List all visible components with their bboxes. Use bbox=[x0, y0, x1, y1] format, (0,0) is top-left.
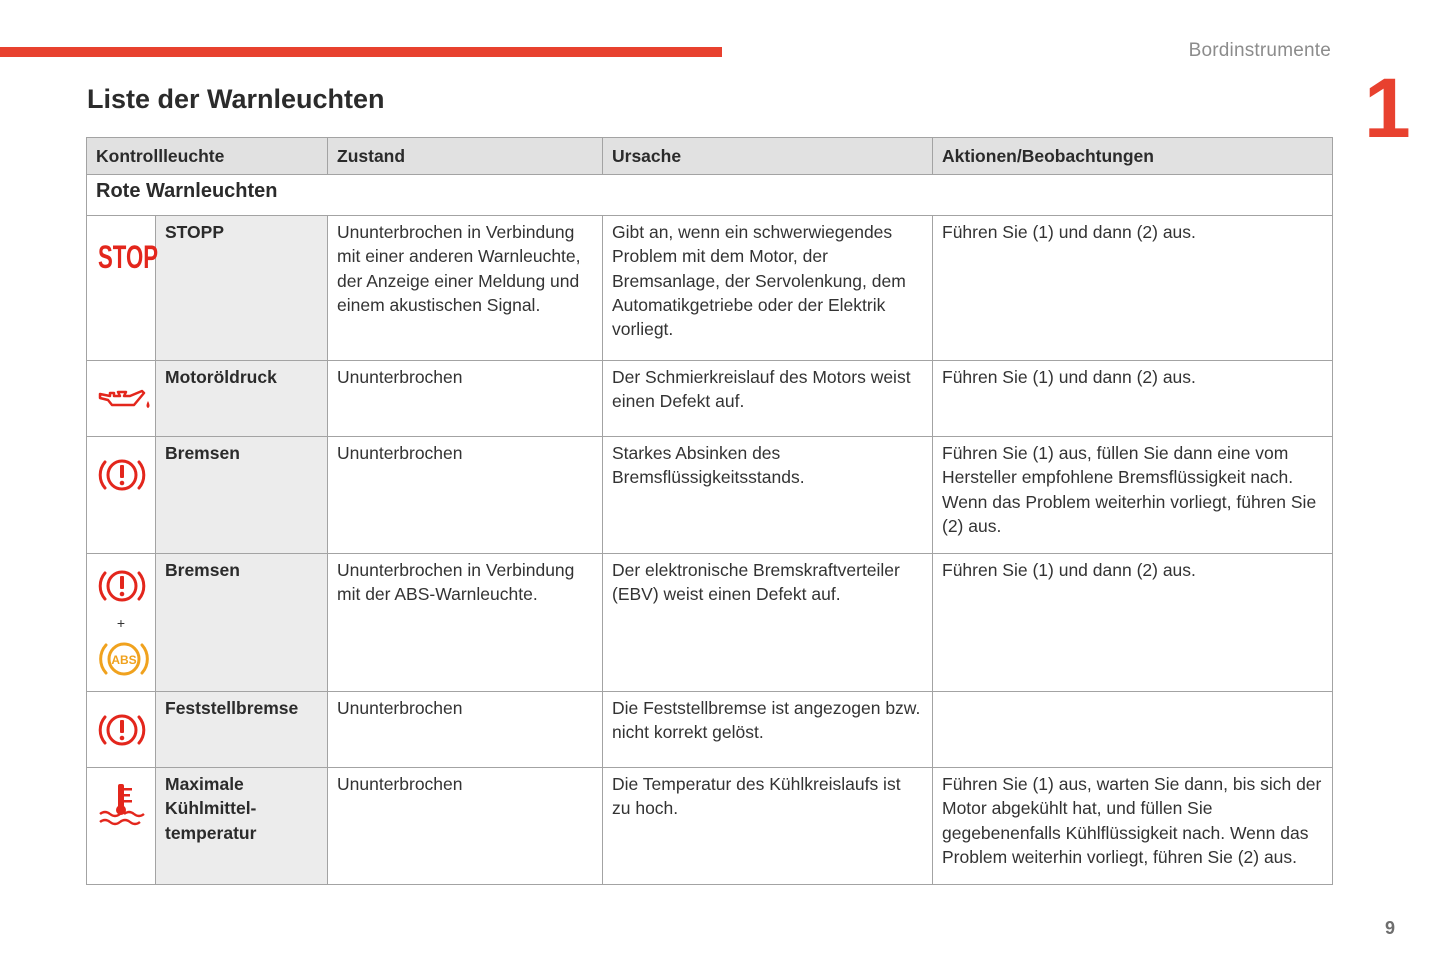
warning-name: STOPP bbox=[156, 216, 328, 361]
warning-action: Führen Sie (1) aus, füllen Sie dann eine vom Hersteller empfohlene Bremsflüssigkeit nach. Wenn das Problem weiterhin vorliegt, führen Sie (2) aus. bbox=[933, 437, 1333, 554]
warning-action: Führen Sie (1) aus, warten Sie dann, bis sich der Motor abgekühlt hat, und füllen Sie gegebenenfalls Kühlflüssigkeit nach. Wenn das Problem weiterhin vorliegt, führen Sie (2) aus. bbox=[933, 768, 1333, 885]
warning-cause: Die Feststellbremse ist angezogen bzw. nicht korrekt gelöst. bbox=[603, 692, 933, 768]
warning-state: Ununterbrochen bbox=[328, 692, 603, 768]
brake-warning-icon bbox=[96, 564, 148, 608]
column-header-zustand: Zustand bbox=[328, 138, 603, 175]
column-header-kontrollleuchte: Kontrollleuchte bbox=[87, 138, 328, 175]
table-row bbox=[87, 216, 1333, 361]
column-header-aktionen: Aktionen/Beobachtungen bbox=[933, 138, 1333, 175]
table-row bbox=[87, 361, 1333, 437]
icon-cell bbox=[87, 692, 156, 768]
warning-state: Ununterbrochen bbox=[328, 437, 603, 554]
section-label: Bordinstrumente bbox=[1188, 40, 1331, 61]
warning-state: Ununterbrochen bbox=[328, 361, 603, 437]
warning-name: Bremsen bbox=[156, 554, 328, 692]
warning-name: Feststellbremse bbox=[156, 692, 328, 768]
table-row bbox=[87, 437, 1333, 554]
warning-action: Führen Sie (1) und dann (2) aus. bbox=[933, 361, 1333, 437]
warning-cause: Starkes Absinken des Bremsflüssigkeitsstands. bbox=[603, 437, 933, 554]
icon-cell bbox=[87, 216, 156, 361]
brake-warning-icon bbox=[96, 708, 148, 752]
table-row bbox=[87, 692, 1333, 768]
warning-name-line: temperatur bbox=[165, 822, 257, 843]
warning-state: Ununterbrochen in Verbindung mit der ABS-Warnleuchte. bbox=[328, 554, 603, 692]
warning-action bbox=[933, 692, 1333, 768]
section-title: Rote Warnleuchten bbox=[87, 175, 1333, 216]
table-row bbox=[87, 768, 1333, 885]
brake-warning-icon bbox=[96, 453, 148, 497]
warning-name-line: Kühlmittel- bbox=[165, 798, 257, 819]
warning-name: Bremsen bbox=[156, 437, 328, 554]
warning-state: Ununterbrochen bbox=[328, 768, 603, 885]
coolant-temperature-icon bbox=[96, 782, 146, 828]
icon-cell bbox=[87, 768, 156, 885]
abs-icon bbox=[96, 636, 152, 682]
table-row bbox=[87, 554, 1333, 692]
section-row bbox=[87, 175, 1333, 216]
warning-cause: Der Schmierkreislauf des Motors weist einen Defekt auf. bbox=[603, 361, 933, 437]
table-header-row bbox=[87, 138, 1333, 175]
warning-action: Führen Sie (1) und dann (2) aus. bbox=[933, 554, 1333, 692]
icon-combination-plus: + bbox=[116, 615, 126, 631]
page-title: Liste der Warnleuchten bbox=[87, 84, 385, 114]
warning-state: Ununterbrochen in Verbindung mit einer anderen Warnleuchte, der Anzeige einer Meldung und einem akustischen Signal. bbox=[328, 216, 603, 361]
column-header-ursache: Ursache bbox=[603, 138, 933, 175]
warning-cause: Gibt an, wenn ein schwerwiegendes Problem mit dem Motor, der Bremsanlage, der Servolenkung, dem Automatikgetriebe oder der Elektrik vorliegt. bbox=[603, 216, 933, 361]
abs-icon-text: ABS bbox=[111, 653, 137, 667]
warning-name: Motoröldruck bbox=[156, 361, 328, 437]
warning-cause: Der elektronische Bremskraftverteiler (EBV) weist einen Defekt auf. bbox=[603, 554, 933, 692]
oil-can-icon bbox=[96, 385, 154, 415]
icon-cell bbox=[87, 554, 156, 692]
warning-name-line: Maximale bbox=[165, 774, 244, 794]
header-accent-bar bbox=[0, 47, 722, 57]
stop-icon-text: STOP bbox=[98, 239, 158, 275]
icon-cell bbox=[87, 437, 156, 554]
warning-action: Führen Sie (1) und dann (2) aus. bbox=[933, 216, 1333, 361]
warning-lights-table bbox=[86, 137, 1333, 885]
chapter-number: 1 bbox=[1364, 61, 1411, 155]
stop-icon bbox=[96, 236, 160, 276]
icon-cell bbox=[87, 361, 156, 437]
warning-name bbox=[156, 768, 328, 885]
warning-cause: Die Temperatur des Kühlkreislaufs ist zu hoch. bbox=[603, 768, 933, 885]
page-number: 9 bbox=[1385, 918, 1396, 938]
